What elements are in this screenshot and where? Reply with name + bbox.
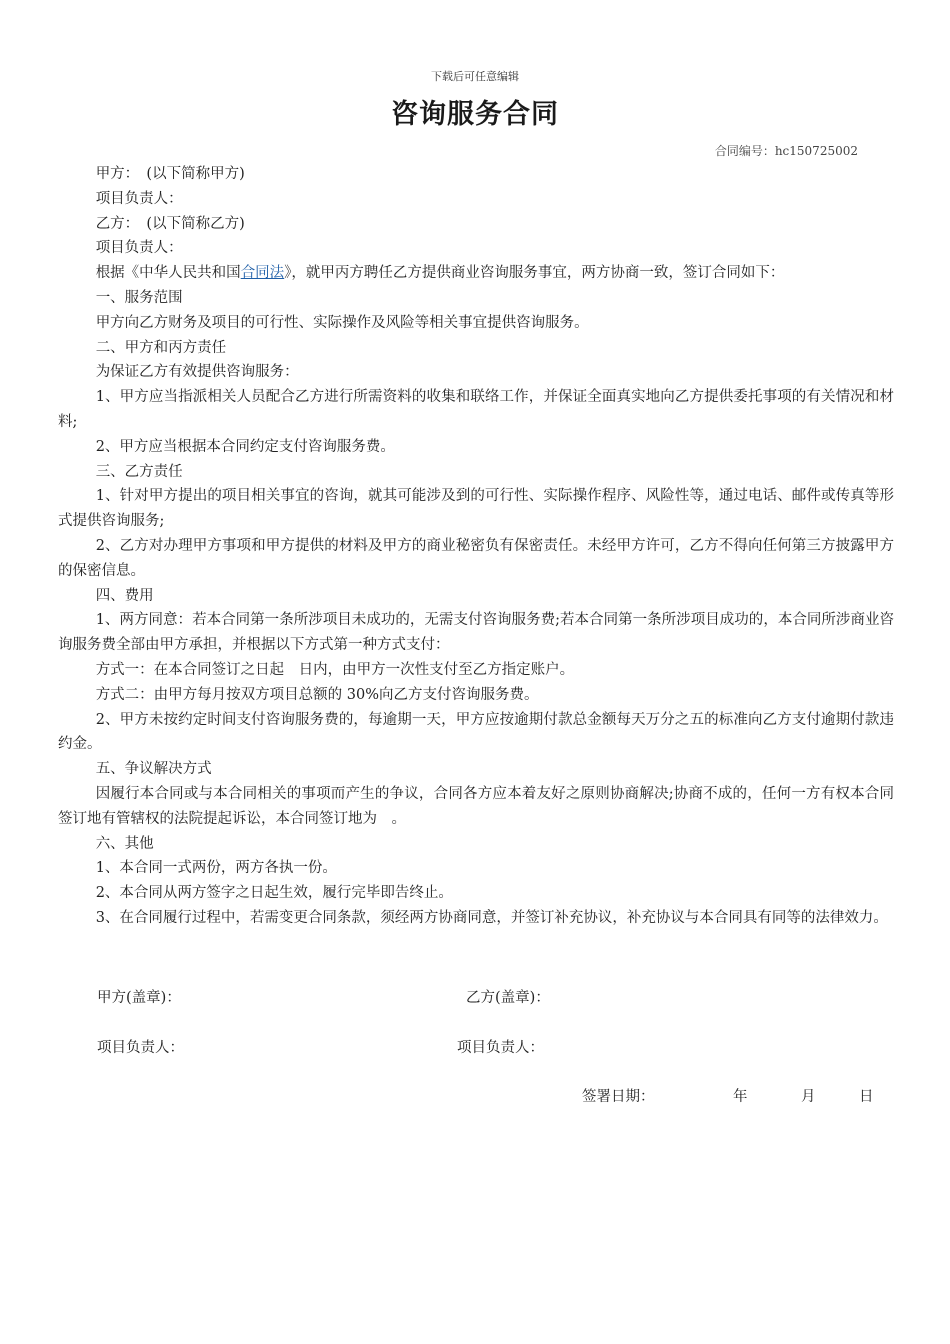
contract-number: 合同编号：hc150725002: [714, 144, 858, 158]
clause-paragraph: 1、本合同一式两份，两方各执一份。: [95, 860, 337, 877]
header-note: 下载后可任意编辑: [431, 70, 519, 83]
party-b-manager-label: 项目负责人：: [457, 1040, 544, 1056]
date-year: 年: [733, 1089, 748, 1105]
party-b-manager-line: 项目负责人：: [95, 240, 183, 257]
party-a-manager-line: 项目负责人：: [95, 190, 183, 207]
clause-paragraph: 为保证乙方有效提供咨询服务：: [95, 364, 299, 381]
date-day: 日: [859, 1089, 874, 1105]
clause-paragraph: 2、乙方对办理甲方事项和甲方提供的材料及甲方的商业秘密负有保密责任。未经甲方许可，乙方不得向任何第三方披露甲方的保密信息。: [58, 537, 894, 579]
party-b-line: 乙方： (以下简称乙方): [95, 215, 245, 232]
signing-date-label: 签署日期：: [582, 1089, 655, 1105]
clause-paragraph: 1、甲方应当指派相关人员配合乙方进行所需资料的收集和联络工作，并保证全面真实地向乙方提供委托事项的有关情况和材料;: [58, 389, 894, 430]
clause-paragraph: 2、甲方应当根据本合同约定支付咨询服务费。: [95, 438, 395, 455]
intro-text-after: 》，就甲丙方聘任乙方提供商业咨询服务事宜，两方协商一致，签订合同如下：: [284, 265, 785, 282]
date-month: 月: [801, 1089, 816, 1105]
section-heading: 四、费用: [95, 587, 154, 604]
clause-paragraph: 方式一：在本合同签订之日起 日内，由甲方一次性支付至乙方指定账户。: [95, 661, 575, 678]
contract-body: [58, 162, 894, 931]
contract-law-link[interactable]: 合同法: [240, 265, 285, 282]
section-heading: 三、乙方责任: [95, 463, 183, 480]
party-a-manager-label: 项目负责人：: [97, 1040, 184, 1056]
document-title: 咨询服务合同: [391, 99, 559, 130]
clause-paragraph: 2、本合同从两方签字之日起生效，履行完毕即告终止。: [95, 885, 453, 902]
clause-paragraph: 甲方向乙方财务及项目的可行性、实际操作及风险等相关事宜提供咨询服务。: [95, 314, 589, 331]
clause-paragraph: 2、甲方未按约定时间支付咨询服务费的，每逾期一天，甲方应按逾期付款总金额每天万分之五的标准向乙方支付逾期付款违约金。: [58, 711, 894, 753]
clause-paragraph: 方式二：由甲方每月按双方项目总额的 30%向乙方支付咨询服务费。: [95, 686, 539, 703]
clause-paragraph: 因履行本合同或与本合同相关的事项而产生的争议，合同各方应本着友好之原则协商解决;协商不成的，任何一方有权本合同签订地有管辖权的法院提起诉讼，本合同签订地为 。: [58, 785, 894, 827]
intro-paragraph: [58, 261, 894, 286]
party-b-seal-label: 乙方(盖章)：: [466, 990, 550, 1006]
party-a-seal-label: 甲方(盖章)：: [97, 990, 181, 1006]
section-heading: 六、其他: [95, 835, 154, 852]
clause-paragraph: 3、在合同履行过程中，若需变更合同条款，须经两方协商同意，并签订补充协议，补充协议与本合同具有同等的法律效力。: [95, 909, 888, 926]
intro-text-before: 根据《中华人民共和国: [95, 265, 241, 282]
section-heading: 二、甲方和丙方责任: [95, 339, 227, 356]
clause-paragraph: 1、两方同意：若本合同第一条所涉项目未成功的，无需支付咨询服务费;若本合同第一条所涉项目成功的，本合同所涉商业咨询服务费全部由甲方承担，并根据以下方式第一种方式支付：: [58, 612, 894, 654]
section-heading: 五、争议解决方式: [95, 761, 212, 778]
clause-paragraph: 1、针对甲方提出的项目相关事宜的咨询，就其可能涉及到的可行性、实际操作程序、风险性等，通过电话、邮件或传真等形式提供咨询服务;: [58, 488, 894, 530]
party-a-line: 甲方： (以下简称甲方): [95, 166, 245, 182]
section-heading: 一、服务范围: [95, 289, 183, 306]
